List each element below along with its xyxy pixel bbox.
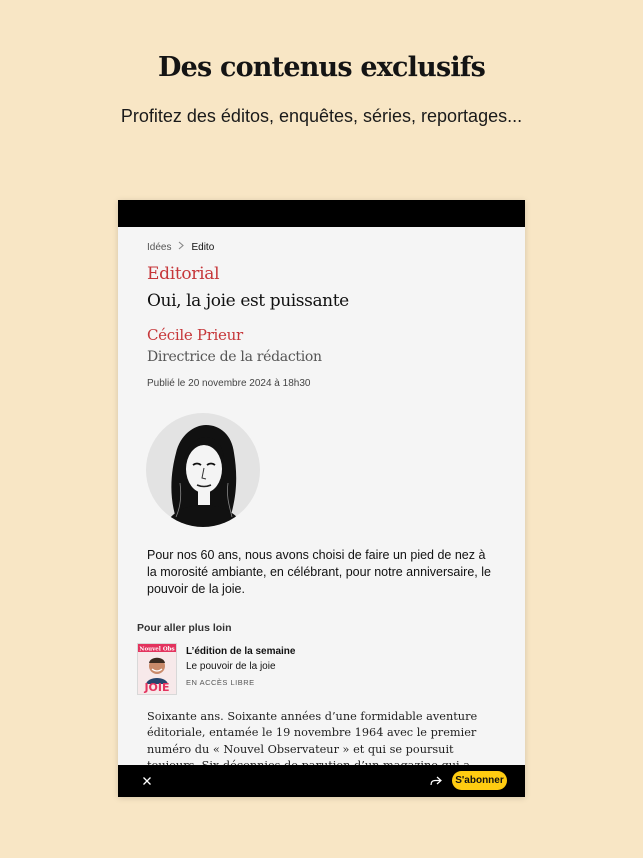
related-section-title: Pour aller plus loin	[137, 622, 232, 634]
cover-masthead: Nouvel Obs	[139, 646, 175, 653]
share-icon	[429, 774, 443, 788]
chevron-right-icon	[178, 241, 184, 253]
article-author-role: Directrice de la rédaction	[147, 349, 322, 365]
related-kicker: L’édition de la semaine	[186, 646, 296, 657]
related-article-card[interactable]	[137, 643, 497, 695]
close-button[interactable]	[140, 774, 154, 788]
share-button[interactable]	[429, 774, 443, 788]
cover-headline: JOIE	[144, 681, 170, 694]
magazine-cover-thumbnail	[137, 643, 177, 695]
subscribe-button[interactable]: S'abonner	[452, 771, 507, 790]
article-body: Soixante ans. Soixante années d’une formidable aventure éditoriale, entamée le 19 novembre 1964 avec le premier numéro du « Nouvel Observateur » et qui se poursuit	[147, 710, 478, 756]
article-rubric: Editorial	[147, 264, 220, 284]
publication-date: Publié le 20 novembre 2024 à 18h30	[147, 378, 311, 389]
close-icon	[140, 774, 154, 788]
article-lead: Pour nos 60 ans, nous avons choisi de faire un pied de nez à la morosité ambiante, en célébrant, pour notre anniversaire, le pouvoir de la joie.	[147, 548, 491, 596]
article-headline: Oui, la joie est puissante	[147, 291, 349, 311]
article-screen	[118, 200, 525, 797]
breadcrumb	[147, 241, 214, 253]
promo-title: Des contenus exclusifs	[157, 52, 486, 83]
related-title: Le pouvoir de la joie	[186, 661, 276, 672]
author-portrait	[146, 413, 260, 527]
article-author[interactable]: Cécile Prieur	[147, 326, 243, 344]
breadcrumb-parent[interactable]: Idées	[147, 241, 172, 253]
bottom-toolbar	[118, 765, 525, 797]
top-status-bar	[118, 200, 525, 227]
free-access-badge: EN ACCÈS LIBRE	[186, 678, 255, 687]
promo-subtitle: Profitez des éditos, enquêtes, séries, reportages...	[120, 106, 523, 126]
breadcrumb-current: Edito	[191, 241, 215, 253]
